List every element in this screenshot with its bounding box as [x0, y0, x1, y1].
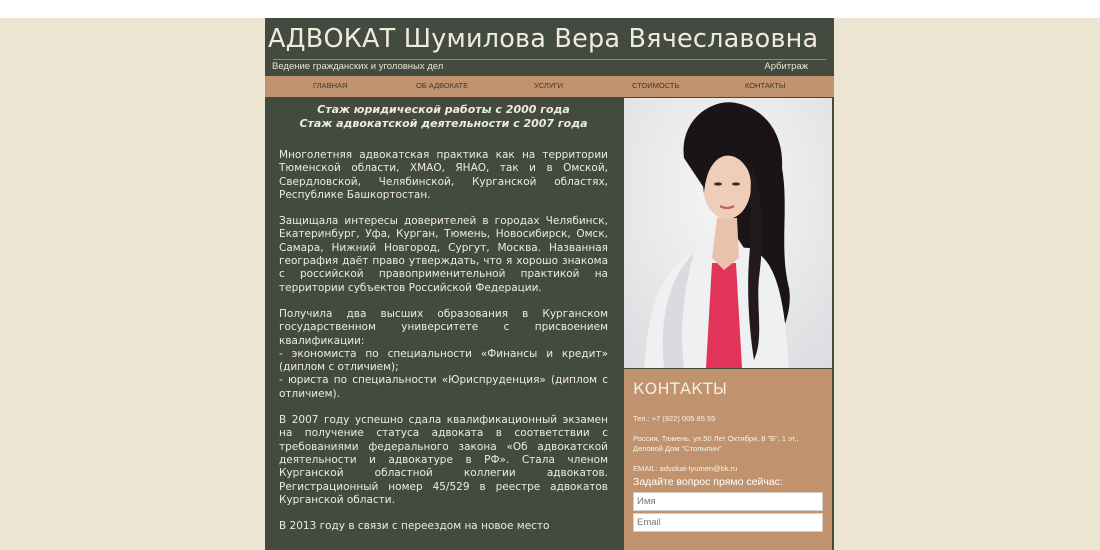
education-economist: - экономиста по специальности «Финансы и кредит» (диплом с отличием);	[279, 347, 608, 374]
contact-address: Россия, Тюмень, ул.50 Лет Октября, 8 "Б", 1 эт., Деловой Дом "Столыпин"	[633, 434, 799, 453]
page-container	[265, 18, 834, 550]
paragraph-cities: Защищала интересы доверителей в городах Челябинск, Екатеринбург, Уфа, Курган, Тюмень, Новосибирск, Омск, Самара, Нижний Новгород, Сургут, Москва. Названная география даёт право утверждать, что я хорошо знакома с российской правоприменительной практикой на территории субъектов Российской Федерации.	[279, 215, 608, 294]
ask-question-heading: Задайте вопрос прямо сейчас:	[633, 476, 783, 488]
paragraph-status: В 2007 году успешно сдала квалификационный экзамен на получение статуса адвоката в соответствии с требованиями федерального закона «Об адвокатской деятельности и адвокатуре в РФ». Стала членом Курганской областной коллегии адвокатов. Регистрационный номер 45/529 в реестре адвокатов Курганской области.	[279, 414, 608, 506]
contacts-title: КОНТАКТЫ	[633, 379, 728, 398]
top-strip	[0, 0, 1100, 18]
nav-item-about[interactable]: ОБ АДВОКАТЕ	[416, 81, 469, 90]
content-area	[265, 97, 834, 550]
main-navigation	[265, 76, 834, 97]
nav-item-home[interactable]: ГЛАВНАЯ	[313, 81, 348, 90]
tagline-arbitrage: Арбитраж	[764, 61, 808, 72]
experience-line-advocate: Стаж адвокатской деятельности с 2007 года	[299, 117, 588, 130]
experience-line-legal: Стаж юридической работы с 2000 года	[317, 103, 570, 116]
education-lawyer: - юриста по специальности «Юриспруденция» (диплом с отличием).	[279, 374, 608, 400]
email-field[interactable]	[633, 513, 823, 532]
contact-email[interactable]: EMAIL: advokat-tyumen@bk.ru	[633, 464, 738, 473]
nav-item-pricing[interactable]: СТОИМОСТЬ	[632, 81, 680, 90]
name-field[interactable]	[633, 492, 823, 511]
site-header	[265, 18, 834, 76]
nav-item-services[interactable]: УСЛУГИ	[534, 81, 564, 90]
contacts-panel	[624, 369, 832, 550]
paragraph-education	[279, 308, 608, 401]
paragraph-regions: Многолетняя адвокатская практика как на территории Тюменской области, ХМАО, ЯНАО, так и в Омской, Свердловской, Челябинской, Курганской областях, Республике Башкортостан.	[279, 149, 608, 201]
experience-heading	[279, 103, 608, 131]
header-divider	[273, 59, 826, 60]
contact-phone[interactable]: Тел.: +7 (922) 005 85 55	[633, 414, 716, 423]
lawyer-portrait	[624, 98, 832, 368]
about-text	[279, 103, 608, 546]
paragraph-relocation: В 2013 году в связи с переездом на новое место	[279, 520, 550, 533]
nav-item-contacts[interactable]: КОНТАКТЫ	[745, 81, 786, 90]
tagline: Ведение гражданских и уголовных дел	[272, 61, 444, 72]
education-intro: Получила два высших образования в Курганском государственном университете с присвоением квалификации:	[279, 307, 608, 347]
site-title: АДВОКАТ Шумилова Вера Вячеславовна	[268, 24, 819, 54]
